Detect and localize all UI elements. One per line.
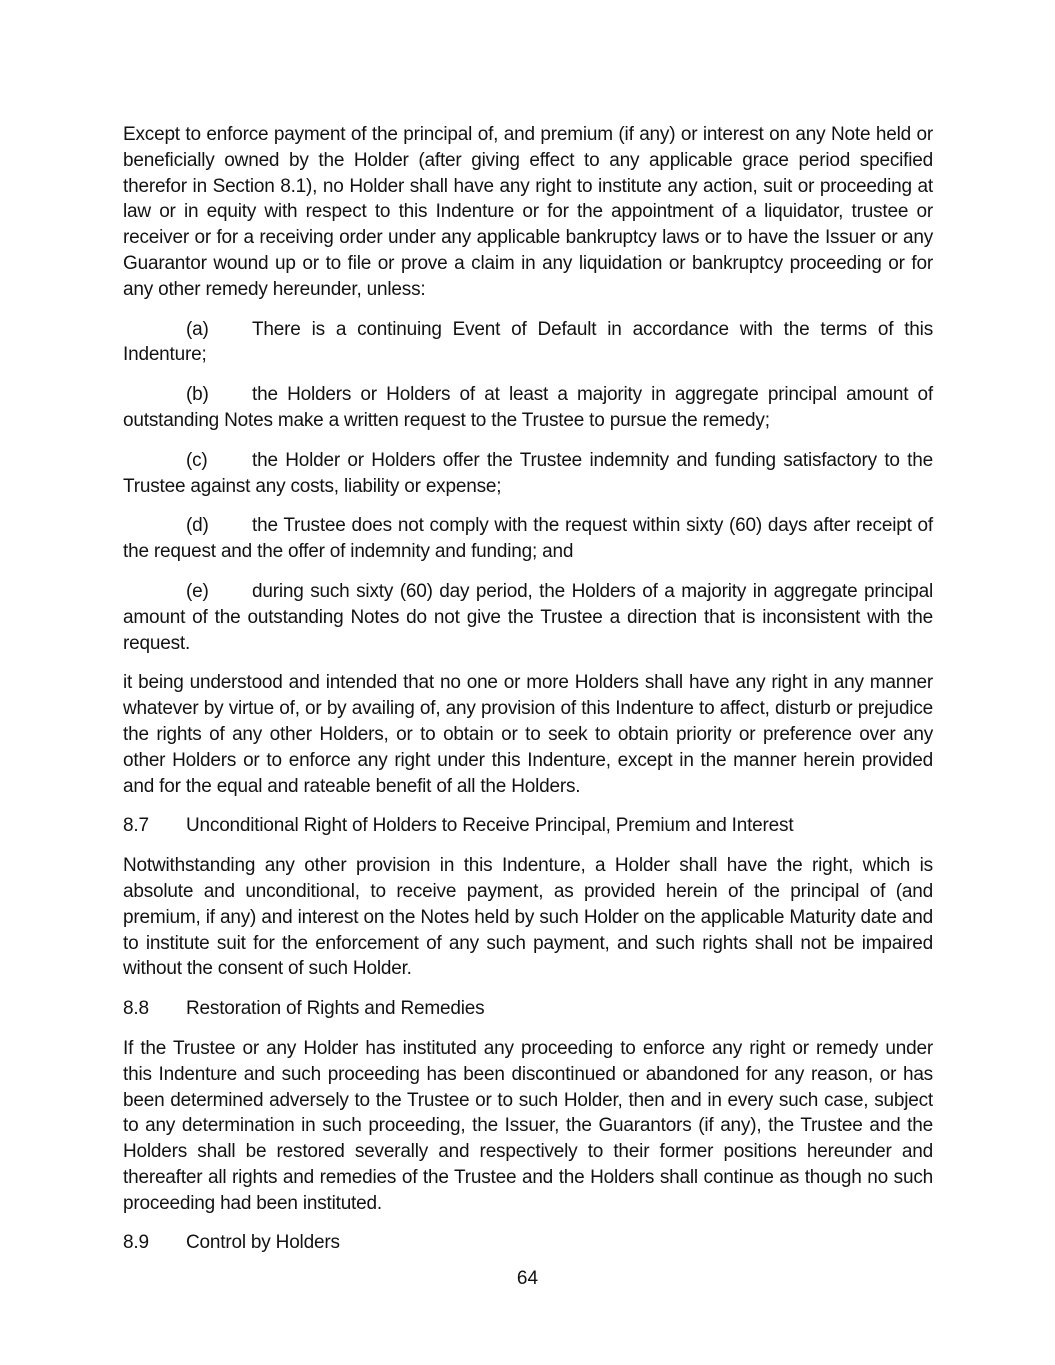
clause-d-label: (d): [186, 515, 209, 537]
clause-a-label: (a): [186, 318, 209, 340]
clause-c: [123, 448, 933, 500]
clause-e-text: during such sixty (60) day period, the Holders of a majority in aggregate principal amount of the outstanding Notes do not give the Trustee a direction that is inconsistent with the request.: [123, 580, 933, 654]
document-content: [123, 122, 933, 1270]
section-number-8-8: 8.8: [123, 998, 149, 1020]
clause-d: [123, 513, 933, 565]
clause-a-text: There is a continuing Event of Default in accordance with the terms of this Indenture;: [123, 318, 933, 366]
section-number-8-9: 8.9: [123, 1232, 149, 1254]
section-body-8-8: If the Trustee or any Holder has instituted any proceeding to enforce any right or remedy under this Indenture and such proceeding has been discontinued or abandoned for any reason, or has been determined adversely to the Trustee or to such Holder, then and in every such case, subject to any determination in such proceeding, the Issuer, the Guarantors (if any), the Trustee and the Holders shall be restored severally and respectively to their former positions hereunder and thereafter all rights and remedies of the Trustee and the Holders shall continue as though no such proceeding had been instituted.: [123, 1037, 933, 1214]
section-title-8-9: Control by Holders: [186, 1232, 340, 1254]
clause-b-text: the Holders or Holders of at least a majority in aggregate principal amount of outstanding Notes make a written request to the Trustee to pursue the remedy;: [123, 384, 933, 431]
section-heading-8-8: [123, 996, 933, 1022]
section-body-8-7: Notwithstanding any other provision in this Indenture, a Holder shall have the right, which is absolute and unconditional, to receive payment, as provided herein of the principal of (and premium, if any) and interest on the Notes held by such Holder on the applicable Maturity date and to institute suit for the enforcement of any such payment, and such rights shall not be impaired without the consent of such Holder.: [123, 855, 933, 980]
clause-d-text: the Trustee does not comply with the request within sixty (60) days after receipt of the request and the offer of indemnity and funding; and: [123, 515, 933, 563]
clause-b: [123, 382, 933, 434]
closing-paragraph: it being understood and intended that no one or more Holders shall have any right in any manner whatever by virtue of, or by availing of, any provision of this Indenture to affect, disturb or prejudice the rights of any other Holders, or to obtain or to seek to obtain priority or preference over any other Holders or to enforce any right under this Indenture, except in the manner herein provided and for the equal and rateable benefit of all the Holders.: [123, 672, 933, 797]
section-title-8-7: Unconditional Right of Holders to Receive Principal, Premium and Interest: [186, 815, 794, 837]
page-number: 64: [516, 1268, 539, 1289]
section-number-8-7: 8.7: [123, 815, 149, 837]
clause-a: [123, 317, 933, 369]
section-title-8-8: Restoration of Rights and Remedies: [186, 998, 485, 1020]
intro-paragraph: Except to enforce payment of the principal of, and premium (if any) or interest on any Note held or beneficially owned by the Holder (after giving effect to any applicable grace period specified therefor in Section 8.1), no Holder shall have any right to institute any action, suit or proceeding at law or in equity with respect to this Indenture or for the appointment of a liquidator, trustee or receiver or for a receiving order under any applicable bankruptcy laws or to have the Issuer or any Guarantor wound up or to file or prove a claim in any liquidation or bankruptcy proceeding or for any other remedy hereunder, unless:: [123, 124, 933, 300]
clause-c-label: (c): [186, 449, 208, 471]
clause-b-label: (b): [186, 384, 209, 406]
clause-c-text: the Holder or Holders offer the Trustee indemnity and funding satisfactory to the Trustee against any costs, liability or expense;: [123, 449, 933, 497]
clause-e-label: (e): [186, 580, 209, 602]
section-heading-8-9: [123, 1230, 933, 1256]
section-heading-8-7: [123, 813, 933, 839]
clause-e: [123, 579, 933, 656]
